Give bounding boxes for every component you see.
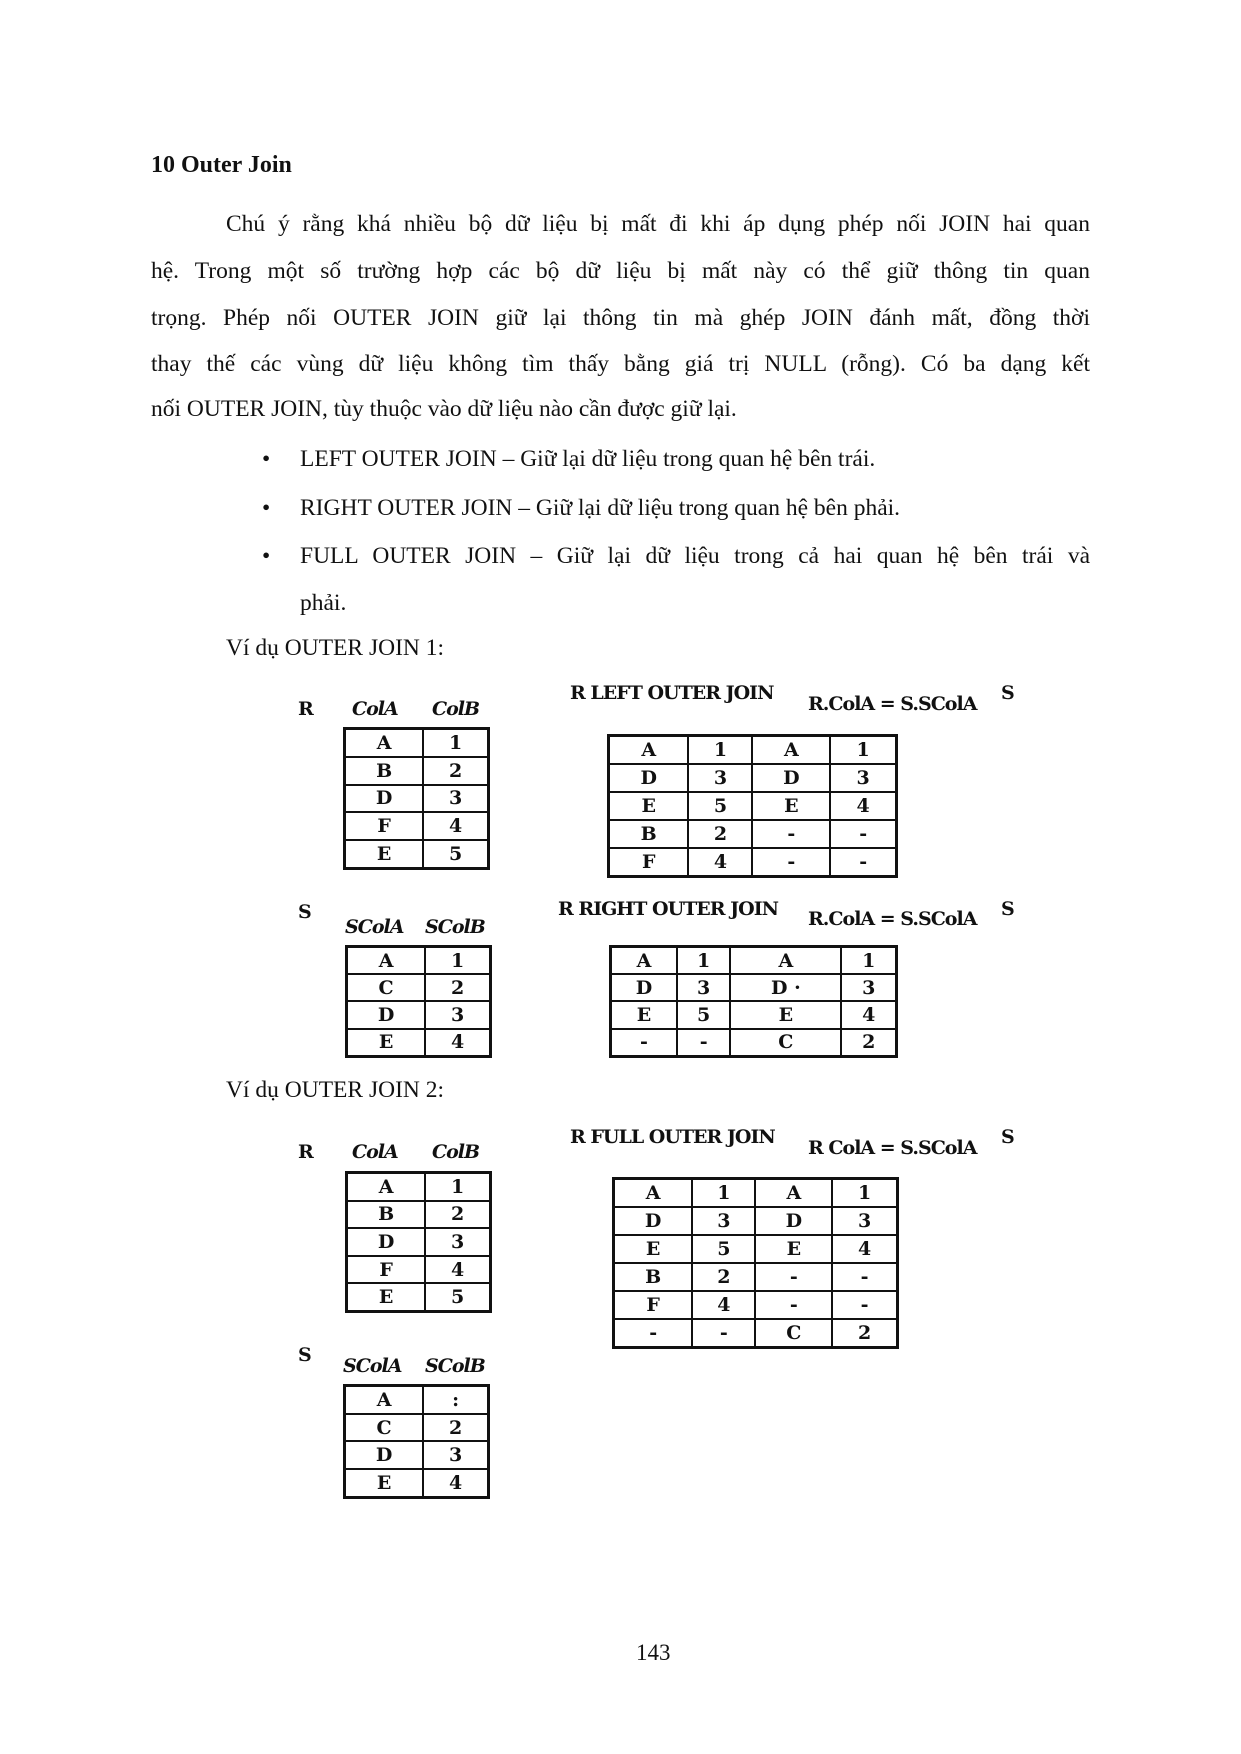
table-cell: 2 [423,757,488,785]
relation-s-label: S [298,901,311,923]
table-row [345,812,489,840]
table-cell: 3 [425,1228,490,1256]
relation-s-table [343,1384,490,1499]
table-cell: D [752,764,830,792]
table-cell: 2 [688,820,752,848]
table-row [345,840,489,868]
table-row [345,785,489,813]
table-cell: 3 [425,1001,490,1028]
table-cell: - [832,1291,897,1319]
table-row [611,974,897,1001]
column-header: ColA [352,1141,398,1163]
table-row [345,1469,489,1497]
column-header: ColB [432,698,480,720]
table-cell: 4 [425,1029,490,1057]
paragraph-line: thay thế các vùng dữ liệu không tìm thấy bằng giá trị NULL (rỗng). Có ba dạng kết [151,351,1090,377]
table-cell: 4 [692,1291,755,1319]
column-header: ColB [432,1141,480,1163]
table-cell: A [755,1179,832,1208]
table-cell: A [752,736,830,765]
table-cell: D [611,974,677,1001]
table-cell: 5 [688,792,752,820]
table-row [614,1319,898,1348]
table-cell: 2 [832,1319,897,1348]
table-cell: B [609,820,689,848]
table-row [609,820,897,848]
table-cell: 1 [423,729,488,757]
table-cell: 3 [841,974,896,1001]
table-cell: 1 [841,947,896,975]
join-condition: R.ColA = S.SColA [808,908,977,930]
paragraph-line: trọng. Phép nối OUTER JOIN giữ lại thông tin mà ghép JOIN đánh mất, đồng thời [151,305,1090,331]
table-cell: 2 [425,974,490,1001]
table-cell: E [614,1235,693,1263]
page-number: 143 [636,1640,671,1665]
relation-s-table [345,945,492,1058]
table-row [347,947,491,975]
table-cell: 3 [423,785,488,813]
table-row [611,947,897,975]
bullet-item: RIGHT OUTER JOIN – Giữ lại dữ liệu trong quan hệ bên phải. [300,495,901,521]
bullet-icon: • [262,543,271,569]
table-cell: E [611,1001,677,1028]
relation-s-label: S [1001,682,1014,704]
paragraph-line: Chú ý rằng khá nhiều bộ dữ liệu bị mất đi khi áp dụng phép nối JOIN hai quan [226,211,1090,237]
paragraph-line: nối OUTER JOIN, tùy thuộc vào dữ liệu nào cần được giữ lại. [151,396,737,422]
table-cell: D [755,1207,832,1235]
table-row [345,1441,489,1469]
table-cell: F [614,1291,693,1319]
table-cell: - [832,1263,897,1291]
table-cell: F [347,1256,426,1284]
table-cell: A [730,947,841,975]
table-cell: 5 [677,1001,730,1028]
table-cell: E [752,792,830,820]
right-join-title: R RIGHT OUTER JOIN [558,898,778,920]
table-row [614,1179,898,1208]
paragraph-line: hệ. Trong một số trường hợp các bộ dữ liệu bị mất này có thể giữ thông tin quan [151,258,1090,284]
table-cell: 3 [830,764,896,792]
bullet-item-continuation: phải. [300,590,347,616]
table-row [347,1228,491,1256]
column-header: SColA [343,1355,402,1377]
table-cell: E [609,792,689,820]
full-join-title: R FULL OUTER JOIN [570,1126,775,1148]
table-row [609,764,897,792]
table-row [345,1386,489,1414]
table-cell: E [730,1001,841,1028]
table-cell: 3 [832,1207,897,1235]
join-condition: R.ColA = S.SColA [808,693,977,715]
bullet-item: FULL OUTER JOIN – Giữ lại dữ liệu trong cả hai quan hệ bên trái và [300,543,1090,569]
table-row [614,1207,898,1235]
table-cell: E [347,1283,426,1311]
table-row [609,736,897,765]
table-cell: 3 [688,764,752,792]
table-row [345,729,489,757]
section-heading: 10 Outer Join [151,152,292,178]
right-join-result-table [609,945,898,1058]
table-cell: A [347,1173,426,1201]
table-cell: B [345,757,424,785]
bullet-item: LEFT OUTER JOIN – Giữ lại dữ liệu trong quan hệ bên trái. [300,446,876,472]
table-cell: 2 [841,1029,896,1057]
table-cell: - [755,1263,832,1291]
table-cell: F [345,812,424,840]
table-cell: 2 [425,1201,490,1229]
table-cell: 5 [423,840,488,868]
table-cell: A [614,1179,693,1208]
table-row [609,848,897,877]
table-cell: D [345,785,424,813]
table-cell: 4 [688,848,752,877]
table-row [345,757,489,785]
left-join-result-table [607,734,898,878]
table-cell: A [347,947,426,975]
bullet-icon: • [262,446,271,472]
table-cell: 2 [423,1414,488,1442]
relation-r-label: R [298,698,313,720]
relation-r-label: R [298,1141,313,1163]
table-cell: - [752,848,830,877]
relation-s-label: S [298,1344,311,1366]
table-row [609,792,897,820]
table-row [614,1235,898,1263]
table-cell: - [752,820,830,848]
example-label: Ví dụ OUTER JOIN 1: [226,635,445,661]
column-header: ColA [352,698,398,720]
table-cell: D · [730,974,841,1001]
full-join-result-table [612,1177,899,1349]
table-cell: 1 [692,1179,755,1208]
table-cell: 4 [830,792,896,820]
table-cell: E [345,1469,424,1497]
table-cell: D [347,1001,426,1028]
table-cell: 1 [425,947,490,975]
table-cell: 4 [425,1256,490,1284]
table-row [347,1173,491,1201]
table-cell: 4 [423,812,488,840]
table-cell: F [609,848,689,877]
table-cell: - [692,1319,755,1348]
table-row [611,1001,897,1028]
table-cell: 3 [692,1207,755,1235]
table-row [347,1029,491,1057]
table-cell: C [730,1029,841,1057]
table-cell: B [614,1263,693,1291]
relation-s-label: S [1001,898,1014,920]
join-condition: R ColA = S.SColA [808,1137,977,1159]
table-cell: 5 [692,1235,755,1263]
table-cell: A [345,729,424,757]
table-cell: D [614,1207,693,1235]
table-cell: 4 [423,1469,488,1497]
table-row [347,1001,491,1028]
table-cell: D [347,1228,426,1256]
table-cell: E [755,1235,832,1263]
column-header: SColB [425,916,485,938]
relation-r-table [343,727,490,870]
table-cell: 4 [832,1235,897,1263]
table-row [345,1414,489,1442]
table-cell: - [677,1029,730,1057]
table-cell: 3 [423,1441,488,1469]
table-cell: 1 [830,736,896,765]
table-row [347,974,491,1001]
table-cell: A [611,947,677,975]
table-cell: 2 [692,1263,755,1291]
table-row [347,1283,491,1311]
table-row [347,1201,491,1229]
table-cell: 1 [677,947,730,975]
table-cell: 1 [832,1179,897,1208]
table-cell: 5 [425,1283,490,1311]
table-cell: - [755,1291,832,1319]
table-cell: - [830,848,896,877]
table-cell: : [423,1386,488,1414]
table-cell: C [347,974,426,1001]
table-cell: 1 [688,736,752,765]
relation-s-label: S [1001,1126,1014,1148]
table-cell: 3 [677,974,730,1001]
table-row [611,1029,897,1057]
table-row [614,1291,898,1319]
example-label: Ví dụ OUTER JOIN 2: [226,1077,445,1103]
table-cell: C [345,1414,424,1442]
relation-r-table [345,1171,492,1313]
table-row [614,1263,898,1291]
table-cell: D [609,764,689,792]
table-cell: E [345,840,424,868]
table-cell: - [830,820,896,848]
left-join-title: R LEFT OUTER JOIN [570,682,774,704]
table-cell: E [347,1029,426,1057]
table-cell: A [609,736,689,765]
table-cell: A [345,1386,424,1414]
table-cell: 4 [841,1001,896,1028]
table-cell: B [347,1201,426,1229]
column-header: SColA [345,916,404,938]
table-cell: 1 [425,1173,490,1201]
table-cell: - [611,1029,677,1057]
table-cell: - [614,1319,693,1348]
column-header: SColB [425,1355,485,1377]
table-cell: D [345,1441,424,1469]
bullet-icon: • [262,495,271,521]
table-row [347,1256,491,1284]
table-cell: C [755,1319,832,1348]
